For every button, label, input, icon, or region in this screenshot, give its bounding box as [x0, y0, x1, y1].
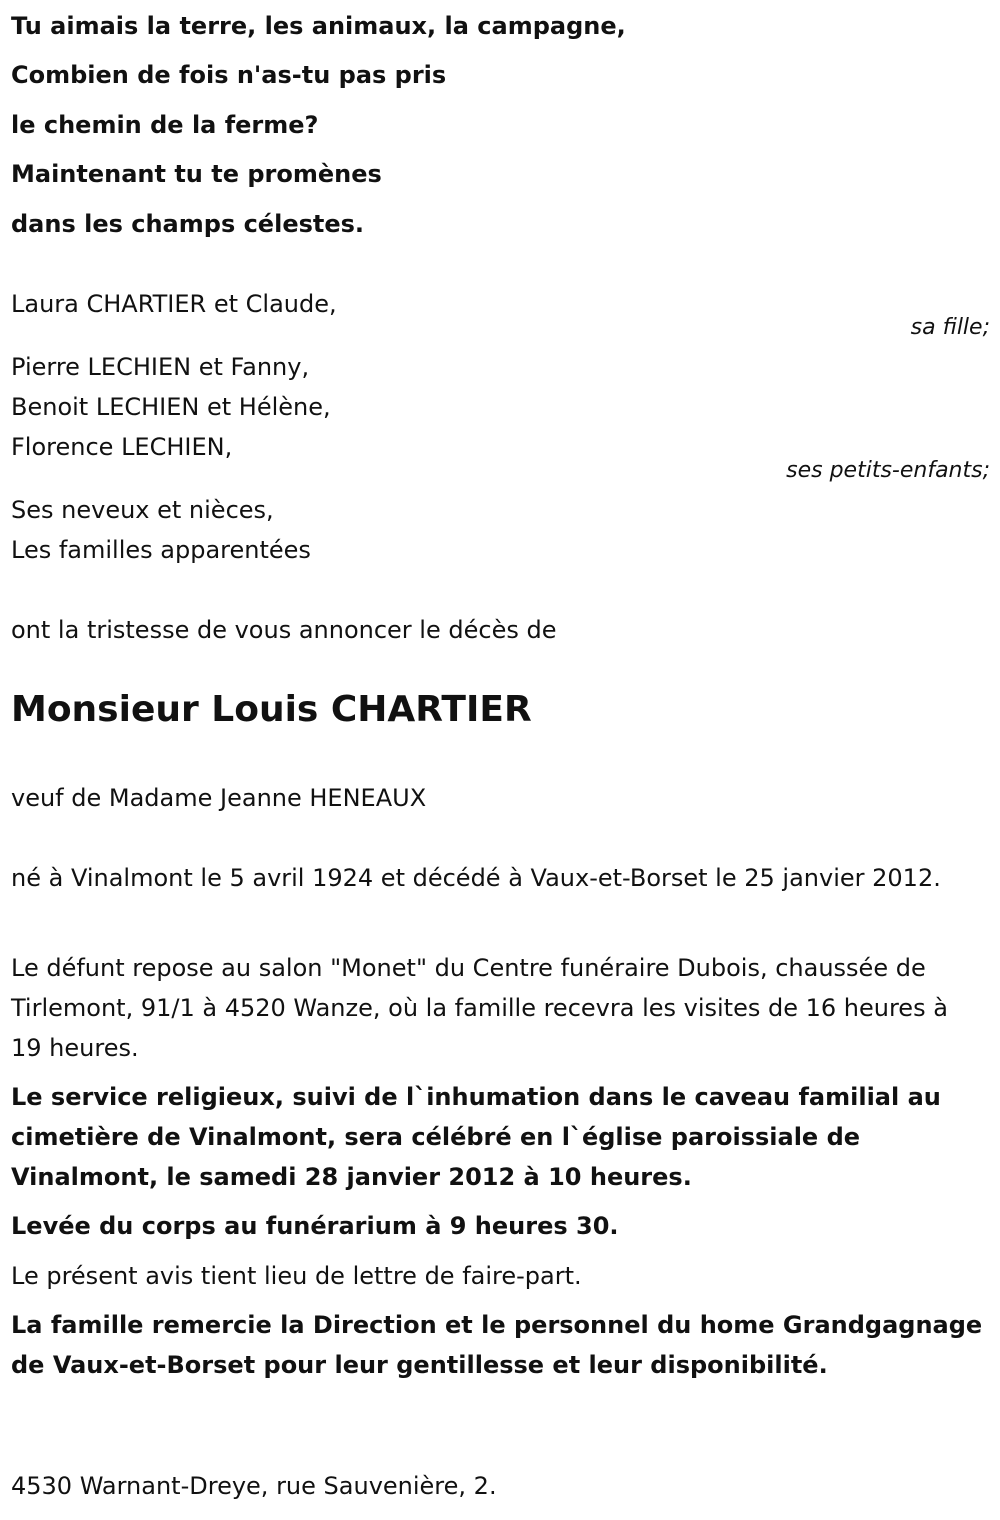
- family-others-2: Les familles apparentées: [11, 536, 311, 564]
- service-paragraph: Le service religieux, suivi de l`inhumation dans le caveau familial au cimetière de Vinalmont, sera célébré en l`église paroissiale de Vinalmont, le samedi 28 janvier 2012 à 10 heures.: [11, 1083, 941, 1191]
- levee-text: Levée du corps au funérarium à 9 heures 30.: [11, 1212, 619, 1240]
- family-others-1: Ses neveux et nièces,: [11, 496, 274, 524]
- family-grandchildren-role: ses petits-enfants;: [786, 458, 990, 483]
- announcement-text: ont la tristesse de vous annoncer le décès de: [11, 616, 557, 644]
- deceased-widower: veuf de Madame Jeanne HENEAUX: [11, 784, 427, 812]
- repose-paragraph: Le défunt repose au salon "Monet" du Centre funéraire Dubois, chaussée de Tirlemont, 91/1 à 4520 Wanze, où la famille recevra les visites de 16 heures à 19 heures.: [11, 954, 948, 1062]
- deceased-name: Monsieur Louis CHARTIER: [11, 689, 532, 730]
- address-text: 4530 Warnant-Dreye, rue Sauvenière, 2.: [11, 1472, 497, 1500]
- deceased-birth-death: né à Vinalmont le 5 avril 1924 et décédé à Vaux-et-Borset le 25 janvier 2012.: [11, 864, 941, 892]
- poem-line-1: Tu aimais la terre, les animaux, la campagne,: [11, 12, 626, 40]
- poem-line-2: Combien de fois n'as-tu pas pris: [11, 61, 447, 89]
- family-daughter-role: sa fille;: [910, 315, 990, 340]
- family-grandchild-3: Florence LECHIEN,: [11, 433, 233, 461]
- family-grandchild-2: Benoit LECHIEN et Hélène,: [11, 393, 331, 421]
- notice-text: Le présent avis tient lieu de lettre de faire-part.: [11, 1262, 582, 1290]
- poem-line-5: dans les champs célestes.: [11, 210, 365, 238]
- thanks-paragraph: La famille remercie la Direction et le personnel du home Grandgagnage de Vaux-et-Borset pour leur gentillesse et leur disponibilité.: [11, 1311, 983, 1379]
- family-grandchild-1: Pierre LECHIEN et Fanny,: [11, 353, 310, 381]
- poem-line-4: Maintenant tu te promènes: [11, 160, 382, 188]
- poem-line-3: le chemin de la ferme?: [11, 111, 319, 139]
- family-daughter: Laura CHARTIER et Claude,: [11, 290, 337, 318]
